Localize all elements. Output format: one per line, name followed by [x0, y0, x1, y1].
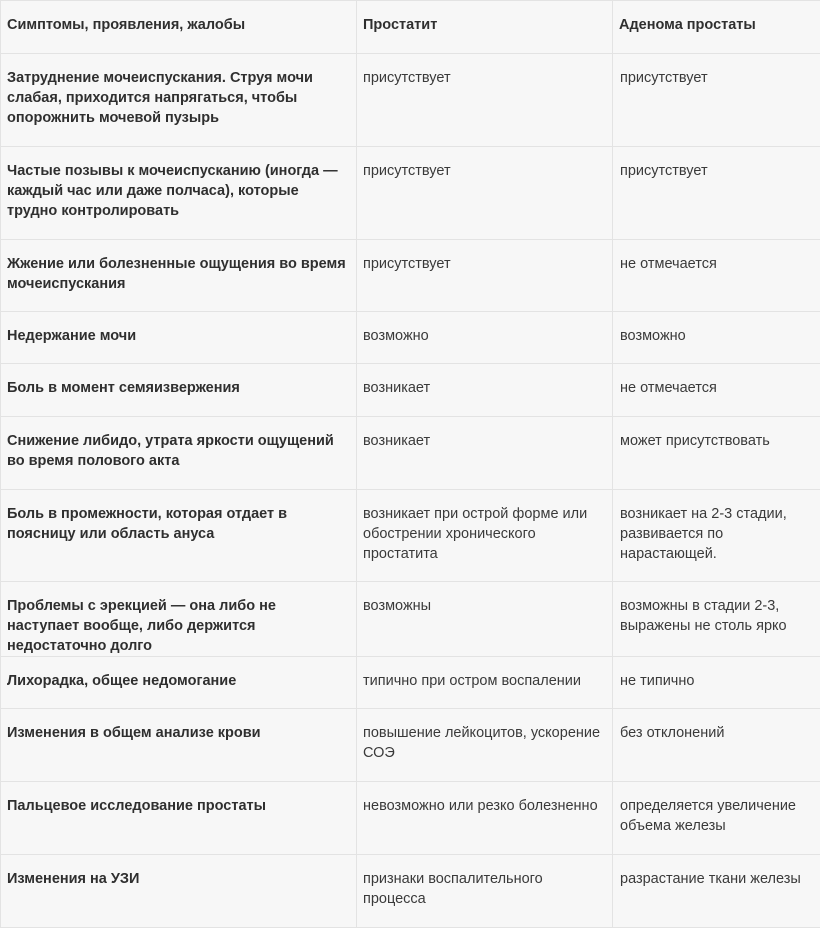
adenoma-cell: возникает на 2-3 стадии, развивается по нарастающей.	[613, 490, 820, 582]
prostatitis-cell: присутствует	[357, 240, 613, 312]
symptom-cell: Проблемы с эрекцией — она либо не наступает вообще, либо держится недостаточно долго	[1, 582, 357, 657]
symptom-cell: Жжение или болезненные ощущения во время мочеиспускания	[1, 240, 357, 312]
adenoma-cell: возможно	[613, 312, 820, 364]
prostatitis-cell: возможно	[357, 312, 613, 364]
header-prostatitis: Простатит	[357, 1, 613, 54]
prostatitis-cell: возникает при острой форме или обострении хронического простатита	[357, 490, 613, 582]
symptom-cell: Боль в момент семяизвержения	[1, 364, 357, 417]
table-row	[1, 147, 820, 240]
symptom-cell: Изменения на УЗИ	[1, 855, 357, 928]
table-row	[1, 855, 820, 928]
table-row	[1, 364, 820, 417]
table-row	[1, 417, 820, 490]
adenoma-cell: не отмечается	[613, 364, 820, 417]
symptom-cell: Лихорадка, общее недомогание	[1, 657, 357, 709]
symptom-cell: Боль в промежности, которая отдает в поясницу или область ануса	[1, 490, 357, 582]
adenoma-cell: может присутствовать	[613, 417, 820, 490]
adenoma-cell: не типично	[613, 657, 820, 709]
symptom-cell: Затруднение мочеиспускания. Струя мочи слабая, приходится напрягаться, чтобы опорожнить мочевой пузырь	[1, 54, 357, 147]
header-symptoms: Симптомы, проявления, жалобы	[1, 1, 357, 54]
adenoma-cell: не отмечается	[613, 240, 820, 312]
table-row	[1, 782, 820, 855]
prostatitis-cell: невозможно или резко болезненно	[357, 782, 613, 855]
table-row	[1, 709, 820, 782]
prostatitis-cell: возникает	[357, 417, 613, 490]
table-row	[1, 54, 820, 147]
adenoma-cell: присутствует	[613, 147, 820, 240]
table-row	[1, 490, 820, 582]
prostatitis-cell: присутствует	[357, 54, 613, 147]
adenoma-cell: без отклонений	[613, 709, 820, 782]
header-row	[1, 1, 820, 54]
adenoma-cell: присутствует	[613, 54, 820, 147]
table-row	[1, 240, 820, 312]
adenoma-cell: возможны в стадии 2-3, выражены не столь ярко	[613, 582, 820, 657]
prostatitis-cell: возможны	[357, 582, 613, 657]
symptom-cell: Изменения в общем анализе крови	[1, 709, 357, 782]
table-row	[1, 582, 820, 657]
symptom-cell: Недержание мочи	[1, 312, 357, 364]
symptom-cell: Частые позывы к мочеиспусканию (иногда — каждый час или даже полчаса), которые трудно контролировать	[1, 147, 357, 240]
prostatitis-cell: возникает	[357, 364, 613, 417]
adenoma-cell: разрастание ткани железы	[613, 855, 820, 928]
header-adenoma: Аденома простаты	[613, 1, 820, 54]
adenoma-cell: определяется увеличение объема железы	[613, 782, 820, 855]
symptom-cell: Пальцевое исследование простаты	[1, 782, 357, 855]
prostatitis-cell: присутствует	[357, 147, 613, 240]
symptom-cell: Снижение либидо, утрата яркости ощущений во время полового акта	[1, 417, 357, 490]
table-row	[1, 657, 820, 709]
prostatitis-cell: повышение лейкоцитов, ускорение СОЭ	[357, 709, 613, 782]
table-row	[1, 312, 820, 364]
prostatitis-cell: признаки воспалительного процесса	[357, 855, 613, 928]
prostatitis-cell: типично при остром воспалении	[357, 657, 613, 709]
